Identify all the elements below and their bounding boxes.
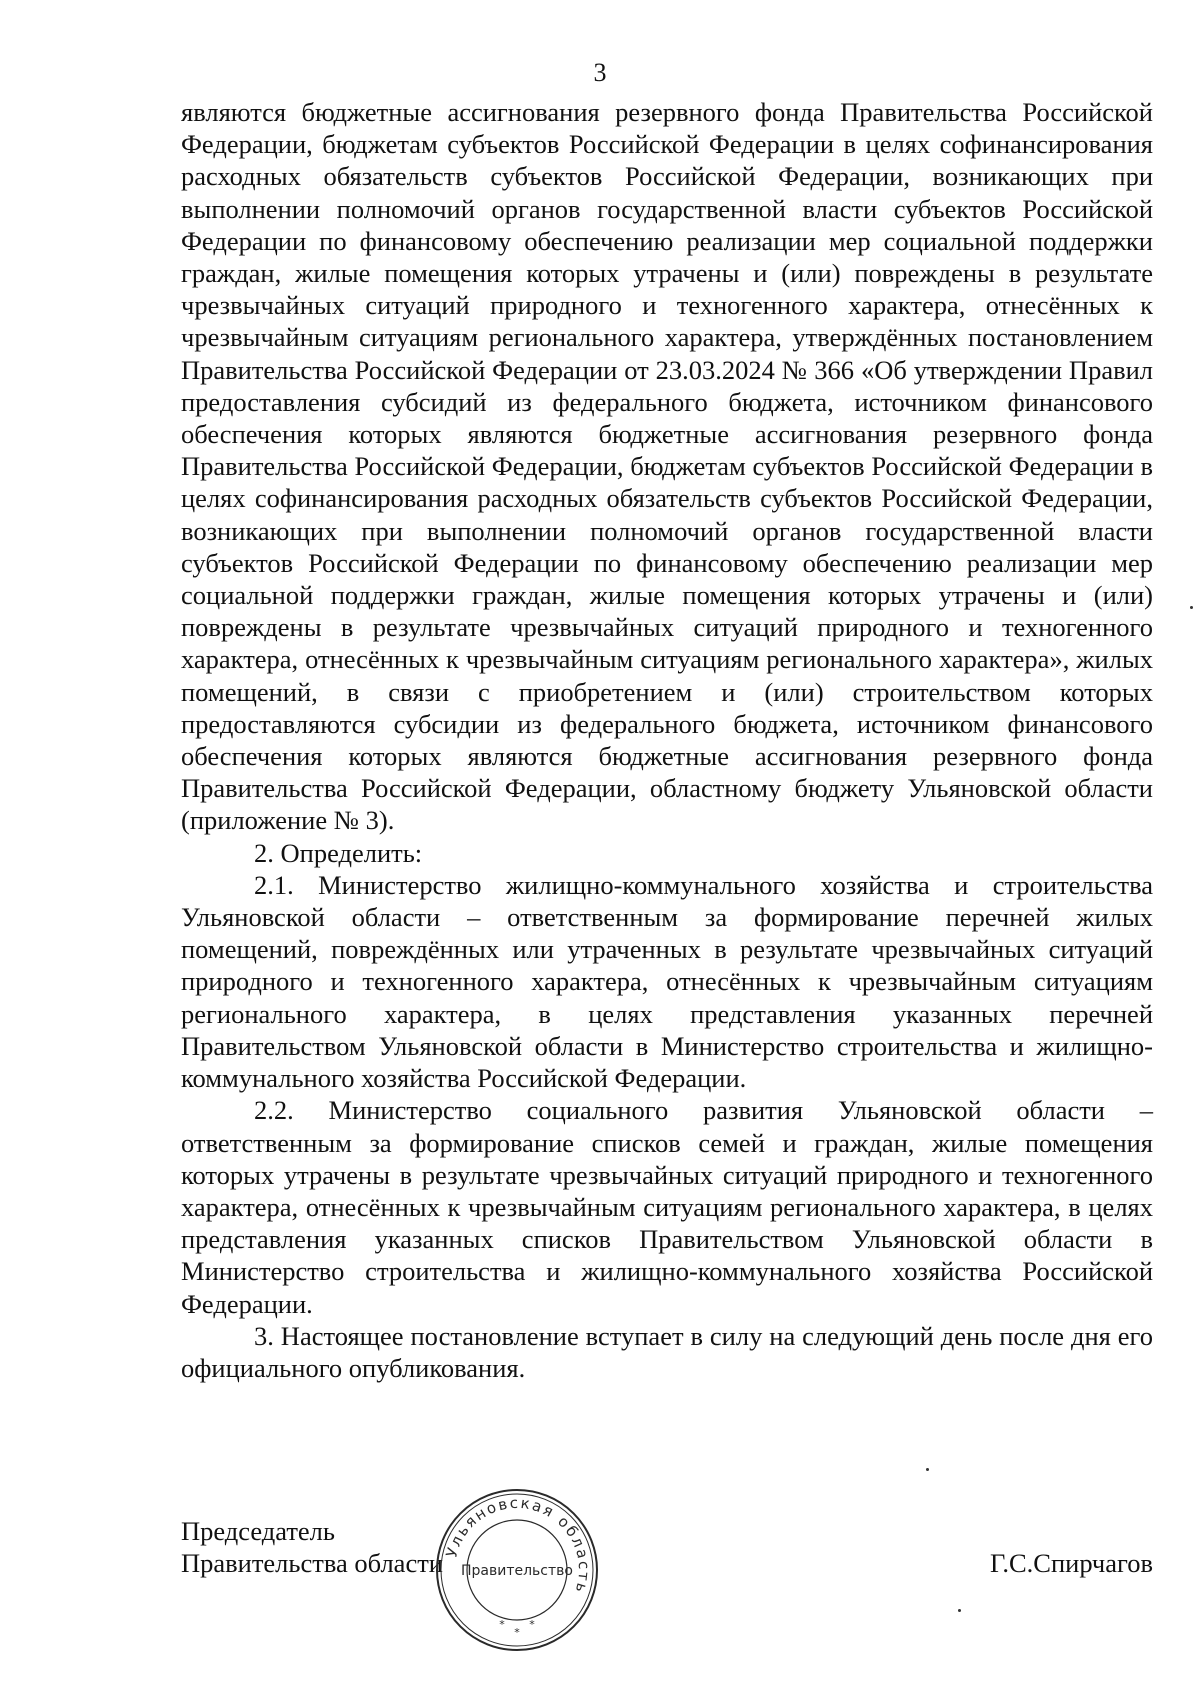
page-number: 3 <box>593 58 607 87</box>
seal-star-left: * <box>499 1618 505 1631</box>
seal-star-right: * <box>529 1618 535 1631</box>
paragraph-item-2-2: 2.2. Министерство социального развития Ульяновской области – ответственным за формирование списков семей и граждан, жилые помещения которых утрачены в результате чрезвычайных ситуаций природного и техногенного характера, отнесённых к чрезвычайным ситуациям регионального характера, в целях представления указанных списков Правительством Ульяновской области в Министерство строительства и жилищно-коммунального хозяйства Российской Федерации. <box>181 1095 1153 1319</box>
seal-icon <box>432 1485 602 1655</box>
scan-speck <box>1190 606 1193 609</box>
paragraph-item-2: 2. Определить: <box>254 837 423 868</box>
signature-block <box>181 1515 1153 1595</box>
paragraph-item-2-1: 2.1. Министерство жилищно-коммунального хозяйства и строительства Ульяновской области – ответственным за формирование перечней жилых помещений, повреждённых или утраченных в результате чрезвычайных ситуаций природного и техногенного характера, отнесённых к чрезвычайным ситуациям регионального характера, в целях представления указанных перечней Правительством Ульяновской области в Министерство строительства и жилищно-коммунального хозяйства Российской Федерации. <box>181 869 1153 1094</box>
paragraph-item-3: 3. Настоящее постановление вступает в силу на следующий день после дня его официального опубликования. <box>181 1320 1153 1383</box>
scan-speck <box>926 1468 929 1471</box>
signatory-name: Г.С.Спирчагов <box>990 1548 1153 1578</box>
scan-speck <box>958 1609 961 1612</box>
signatory-title <box>181 1515 443 1579</box>
seal-ring-text: Ульяновская область <box>442 1493 594 1597</box>
seal-center-text: Правительство <box>461 1563 573 1579</box>
paragraph-continuation: являются бюджетные ассигнования резервного фонда Правительства Российской Федерации, бюджетам субъектов Российской Федерации в целях софинансирования расходных обязательств субъектов Российской Федерации, возникающих при выполнении полномочий органов государственной власти субъектов Российской Федерации по финансовому обеспечению реализации мер социальной поддержки граждан, жилые помещения которых утрачены и (или) повреждены в результате чрезвычайных ситуаций природного и техногенного характера, отнесённых к чрезвычайным ситуациям регионального характера, утверждённых постановлением Правительства Российской Федерации от 23.03.2024 № 366 «Об утверждении Правил предоставления субсидий из федерального бюджета, источником финансового обеспечения которых являются бюджетные ассигнования резервного фонда Правительства Российской Федерации, бюджетам субъектов Российской Федерации в целях софинансирования расходных обязательств субъектов Российской Федерации, возникающих при выполнении полномочий органов государственной власти субъектов Российской Федерации по финансовому обеспечению реализации мер социальной поддержки граждан, жилые помещения которых утрачены и (или) повреждены в результате чрезвычайных ситуаций природного и техногенного характера, отнесённых к чрезвычайным ситуациям регионального характера», жилых помещений, в связи с приобретением и (или) строительством которых предоставляются субсидии из федерального бюджета, источником финансового обеспечения которых являются бюджетные ассигнования резервного фонда Правительства Российской Федерации, областному бюджету Ульяновской области (приложение № 3). <box>181 97 1153 836</box>
signatory-title-line1: Председатель <box>181 1516 335 1546</box>
document-body <box>181 96 1153 1384</box>
signatory-title-line2: Правительства области <box>181 1548 443 1578</box>
official-seal <box>432 1485 602 1655</box>
seal-star-bottom: * <box>514 1626 520 1639</box>
